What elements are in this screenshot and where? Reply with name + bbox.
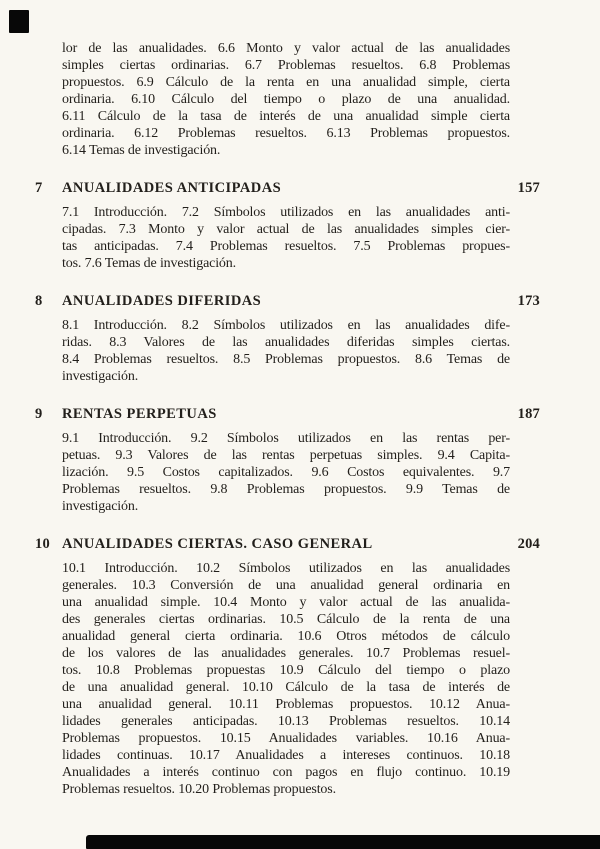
chapter-entry-9 (35, 406, 540, 515)
chapter-list (35, 180, 540, 798)
chapter-heading (35, 406, 540, 422)
toc-text-line: tos. 7.6 Temas de investigación. (62, 256, 236, 271)
toc-text-line: generales. 10.3 Conversión de una anualidad general ordinaria en (62, 578, 510, 593)
chapter-heading (35, 180, 540, 196)
toc-text-line: ordinaria. 6.12 Problemas resueltos. 6.13 Problemas propuestos. (62, 126, 510, 141)
toc-text-line: 9.1 Introducción. 9.2 Símbolos utilizados en las rentas per- (62, 431, 510, 446)
toc-text-line: propuestos. 6.9 Cálculo de la renta en una anualidad simple, cierta (62, 75, 510, 90)
chapter-title: ANUALIDADES DIFERIDAS (62, 293, 262, 309)
toc-text-line: investigación. (62, 369, 139, 384)
toc-text-line: 10.1 Introducción. 10.2 Símbolos utilizados en las anualidades (62, 561, 510, 576)
toc-text-line: una anualidad general. 10.11 Problemas propuestos. 10.12 Anua- (62, 697, 510, 712)
chapter-number: 7 (35, 180, 43, 196)
toc-text-line: cipadas. 7.3 Monto y valor actual de las anualidades simples cier- (62, 222, 510, 237)
toc-text-line: 8.1 Introducción. 8.2 Símbolos utilizados en las anualidades dife- (62, 318, 510, 333)
toc-text-line: ordinaria. 6.10 Cálculo del tiempo o plazo de una anualidad. (62, 92, 510, 107)
chapter-page-number: 173 (517, 293, 540, 309)
toc-text-line: simples ciertas ordinarias. 6.7 Problemas resueltos. 6.8 Problemas (62, 58, 510, 73)
toc-text-line: Problemas propuestos. 10.15 Anualidades variables. 10.16 Anua- (62, 731, 510, 746)
chapter-summary (62, 430, 510, 515)
toc-text-line: Problemas resueltos. 9.8 Problemas propuestos. 9.9 Temas de (62, 482, 510, 497)
chapter-summary (62, 204, 510, 272)
toc-text-line: ridas. 8.3 Valores de las anualidades diferidas simples ciertas. (62, 335, 510, 350)
toc-text-line: 6.14 Temas de investigación. (62, 143, 221, 158)
chapter-heading (35, 293, 540, 309)
chapter-6-continuation (62, 40, 510, 159)
toc-text-line: lidades continuas. 10.17 Anualidades a intereses continuos. 10.18 (62, 748, 510, 763)
chapter-title: ANUALIDADES ANTICIPADAS (62, 180, 282, 196)
toc-text-line: investigación. (62, 499, 139, 514)
toc-text-line: 7.1 Introducción. 7.2 Símbolos utilizados en las anualidades anti- (62, 205, 510, 220)
toc-text-line: de los valores de las anualidades generales. 10.7 Problemas resuel- (62, 646, 510, 661)
chapter-number: 9 (35, 406, 43, 422)
chapter-page-number: 204 (517, 536, 540, 552)
chapter-title: RENTAS PERPETUAS (62, 406, 217, 422)
scan-artifact-top-left (9, 10, 29, 33)
toc-text-line: lidades generales anticipadas. 10.13 Problemas resueltos. 10.14 (62, 714, 510, 729)
toc-text-line: des generales ciertas ordinarias. 10.5 Cálculo de la renta de una (62, 612, 510, 627)
toc-text-line: de una anualidad general. 10.10 Cálculo de la tasa de interés de (62, 680, 510, 695)
scan-artifact-bottom-bar (86, 835, 600, 849)
toc-text-line: una anualidad simple. 10.4 Monto y valor actual de las anualida- (62, 595, 510, 610)
toc-text-line: 8.4 Problemas resueltos. 8.5 Problemas propuestos. 8.6 Temas de (62, 352, 510, 367)
toc-text-line: Problemas resueltos. 10.20 Problemas propuestos. (62, 782, 336, 797)
chapter-title: ANUALIDADES CIERTAS. CASO GENERAL (62, 536, 373, 552)
toc-text-line: petuas. 9.3 Valores de las rentas perpetuas simples. 9.4 Capita- (62, 448, 510, 463)
chapter-number: 8 (35, 293, 43, 309)
toc-text-line: tas anticipadas. 7.4 Problemas resueltos. 7.5 Problemas propues- (62, 239, 510, 254)
chapter-entry-8 (35, 293, 540, 385)
toc-text-line: 6.11 Cálculo de la tasa de interés de una anualidad simple cierta (62, 109, 510, 124)
chapter-summary (62, 317, 510, 385)
chapter-heading (35, 536, 540, 552)
toc-text-line: lor de las anualidades. 6.6 Monto y valor actual de las anualidades (62, 41, 510, 56)
chapter-summary (62, 560, 510, 798)
toc-text-line: tos. 10.8 Problemas propuestas 10.9 Cálculo del tiempo o plazo (62, 663, 510, 678)
toc-text-line: lización. 9.5 Costos capitalizados. 9.6 Costos equivalentes. 9.7 (62, 465, 510, 480)
chapter-entry-7 (35, 180, 540, 272)
toc-text-line: Anualidades a interés continuo con pagos en flujo continuo. 10.19 (62, 765, 510, 780)
toc-text-line: anualidad general cierta ordinaria. 10.6 Otros métodos de cálculo (62, 629, 510, 644)
chapter-page-number: 157 (517, 180, 540, 196)
chapter-page-number: 187 (517, 406, 540, 422)
table-of-contents (35, 40, 540, 798)
chapter-entry-10 (35, 536, 540, 798)
chapter-number: 10 (35, 536, 50, 552)
